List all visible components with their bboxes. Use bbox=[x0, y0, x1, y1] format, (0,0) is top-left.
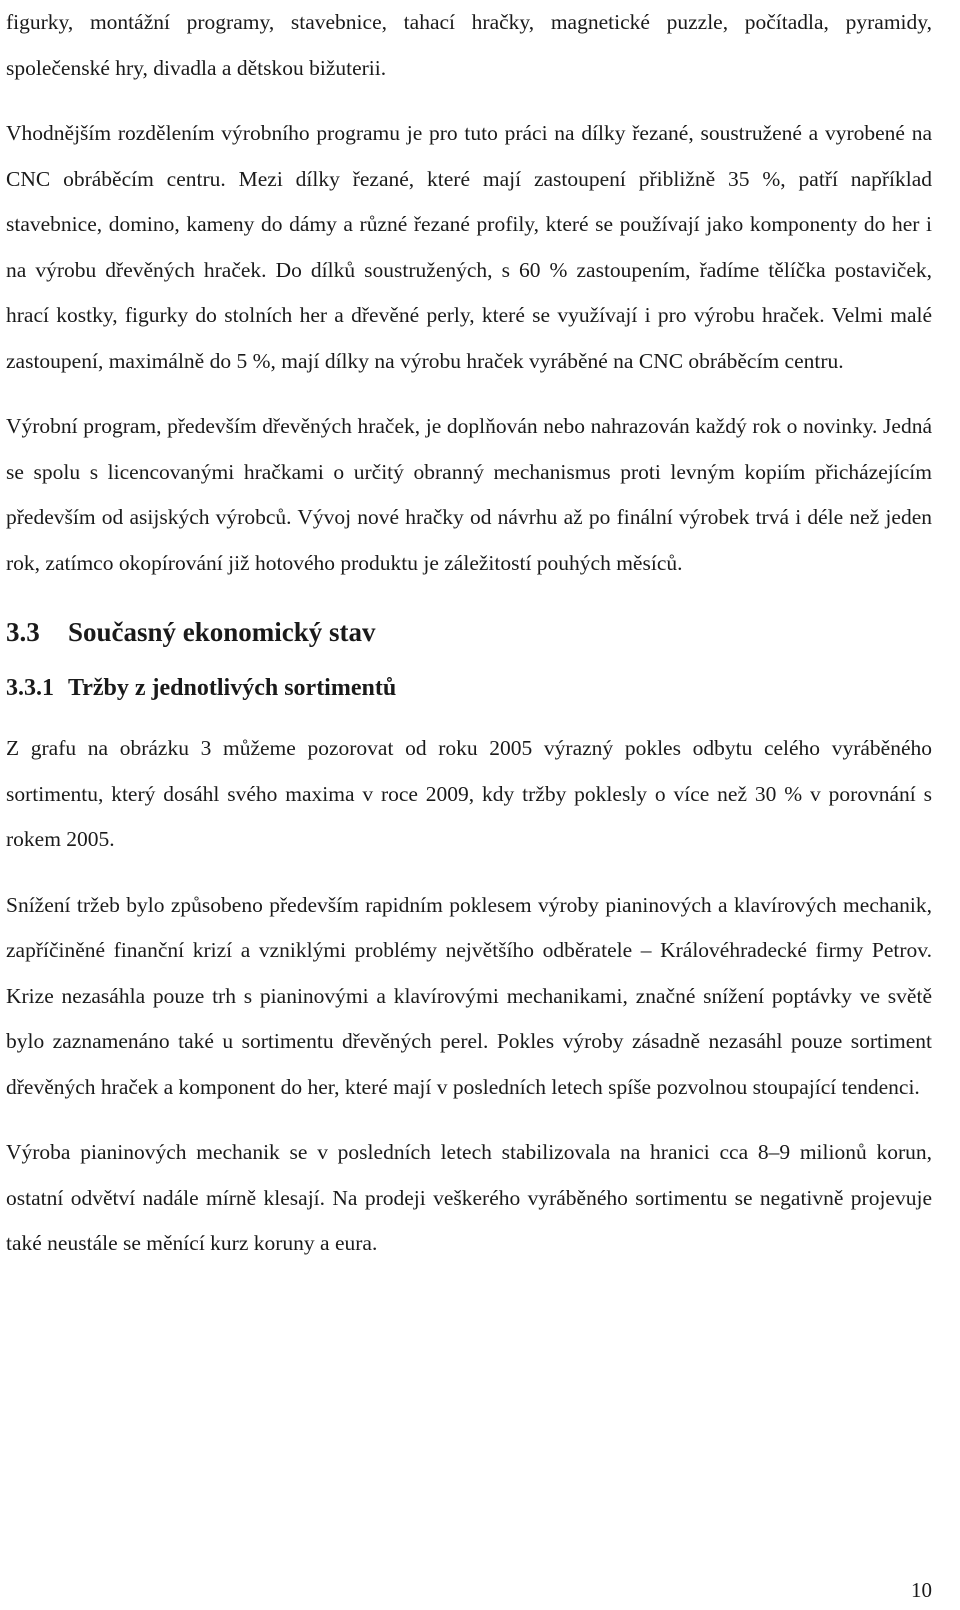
paragraph-sales-causes: Snížení tržeb bylo způsobeno především rapidním poklesem výroby pianinových a klavírových mechanik, zapříčiněné finanční krizí a vzniklými problémy největšího odběratele – Královéhradecké firmy Petrov. Krize nezasáhla pouze trh s pianinovými a klavírovými mechanikami, značné snížení poptávky ve světě bylo zaznamenáno také u sortimentu dřevěných perel. Pokles výroby zásadně nezasáhl pouze sortiment dřevěných hraček a komponent do her, které mají v posledních letech spíše pozvolnou stoupající tendenci. bbox=[6, 892, 932, 1099]
subsection-heading bbox=[6, 670, 932, 706]
section-title: Současný ekonomický stav bbox=[68, 617, 376, 647]
page-number: 10 bbox=[911, 1578, 932, 1602]
paragraph-sales-decline: Z grafu na obrázku 3 můžeme pozorovat od roku 2005 výrazný pokles odbytu celého vyráběného sortimentu, který dosáhl svého maxima v roce 2009, kdy tržby poklesly o více než 30 % v porovnání s rokem 2005. bbox=[6, 736, 932, 851]
paragraph-toy-list-continuation: figurky, montážní programy, stavebnice, tahací hračky, magnetické puzzle, počítadla, pyramidy, společenské hry, divadla a dětskou bižuterii. bbox=[6, 10, 932, 80]
paragraph-piano-mechanics: Výroba pianinových mechanik se v posledních letech stabilizovala na hranici cca 8–9 milionů korun, ostatní odvětví nadále mírně klesají. Na prodeji veškerého vyráběného sortimentu se negativně projevuje také neustále se měnící kurz koruny a eura. bbox=[6, 1140, 932, 1255]
paragraph-production-program: Vhodnějším rozdělením výrobního programu je pro tuto práci na dílky řezané, soustružené a vyrobené na CNC obráběcím centru. Mezi dílky řezané, které mají zastoupení přibližně 35 %, patří například stavebnice, domino, kameny do dámy a různé řezané profily, které se používají jako komponenty do her i na výrobu dřevěných hraček. Do dílků soustružených, s 60 % zastoupením, řadíme tělíčka postaviček, hrací kostky, figurky do stolních her a dřevěné perly, které se využívají i pro výrobu hraček. Velmi malé zastoupení, maximálně do 5 %, mají dílky na výrobu hraček vyráběné na CNC obráběcím centru. bbox=[6, 121, 932, 373]
subsection-number: 3.3.1 bbox=[6, 675, 54, 701]
document-page bbox=[6, 0, 932, 1267]
section-number: 3.3 bbox=[6, 617, 40, 647]
paragraph-novelties: Výrobní program, především dřevěných hraček, je doplňován nebo nahrazován každý rok o novinky. Jedná se spolu s licencovanými hračkami o určitý obranný mechanismus proti levným kopiím přicházejícím především od asijských výrobců. Vývoj nové hračky od návrhu až po finální výrobek trvá i déle než jeden rok, zatímco okopírování již hotového produktu je záležitostí pouhých měsíců. bbox=[6, 414, 932, 575]
section-heading bbox=[6, 612, 932, 652]
subsection-title: Tržby z jednotlivých sortimentů bbox=[68, 675, 397, 701]
